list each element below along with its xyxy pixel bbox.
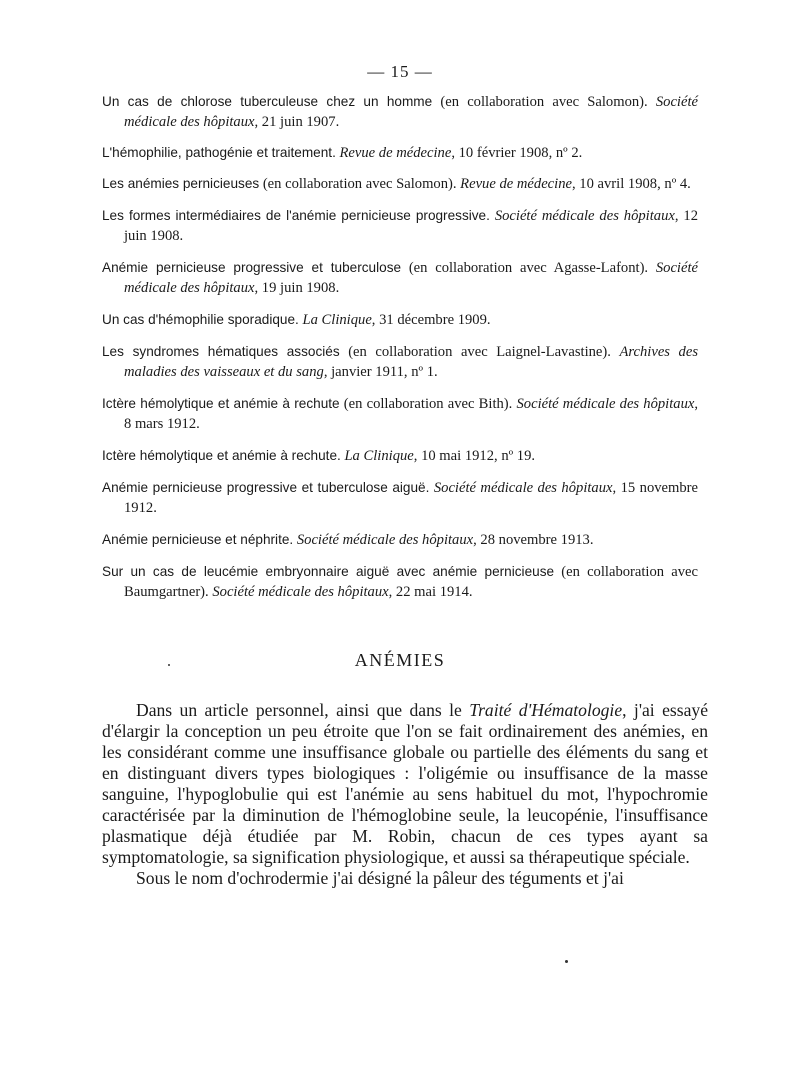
section-heading: ANÉMIES — [354, 650, 446, 670]
entry-title: Les formes intermédiaires de l'anémie pernicieuse progressive. — [102, 208, 490, 223]
bibliography-entry — [102, 342, 698, 382]
entry-date: , 21 juin 1907. — [254, 114, 340, 130]
entry-note: (en collaboration avec Bith). — [339, 396, 517, 412]
entry-title: L'hémophilie, pathogénie et traitement. — [102, 145, 336, 160]
bibliography-entry — [102, 174, 698, 194]
bibliography-entry — [102, 478, 698, 518]
paragraph: Sous le nom d'ochrodermie j'ai désigné la pâleur des téguments et j'ai — [136, 868, 624, 888]
book-title: Traité d'Hématologie — [469, 700, 623, 720]
entry-title: Sur un cas de leucémie embryonnaire aiguë avec anémie pernicieuse — [102, 564, 555, 579]
entry-journal: Société médicale des hôpitaux — [433, 480, 613, 496]
body-text — [102, 700, 708, 889]
entry-title: Les syndromes hématiques associés — [102, 344, 340, 359]
entry-journal: Société médicale des hôpitaux — [212, 584, 389, 600]
entry-date: , 10 avril 1908, nº 4. — [571, 176, 691, 192]
entry-note: (en collaboration avec Agasse-Lafont). — [401, 260, 656, 276]
bibliography-entry — [102, 92, 698, 132]
entry-title: Anémie pernicieuse progressive et tuberculose — [102, 260, 402, 275]
bibliography-entry — [102, 394, 698, 434]
entry-date: , 10 février 1908, nº 2. — [451, 145, 583, 161]
entry-journal: Revue de médecine — [339, 145, 452, 161]
entry-title: Ictère hémolytique et anémie à rechute. — [102, 448, 341, 463]
entry-journal: Société médicale des hôpitaux — [516, 396, 695, 412]
bibliography-entry — [102, 310, 698, 330]
entry-journal: La Clinique — [344, 448, 414, 464]
bibliography-entry — [102, 562, 698, 602]
print-speck — [168, 664, 170, 666]
entry-journal: Archives des maladies des vaisseaux et du sang — [124, 344, 698, 380]
bibliography-entry — [102, 258, 698, 298]
entry-date: , 19 juin 1908. — [254, 280, 340, 296]
entry-date: , 8 mars 1912. — [124, 396, 699, 432]
entry-date: , janvier 1911, nº 1. — [323, 364, 438, 380]
entry-note: (en collaboration avec Baumgartner). — [124, 564, 699, 600]
bibliography-list — [102, 92, 698, 614]
print-speck — [565, 960, 568, 963]
entry-title: Anémie pernicieuse progressive et tuberculose aiguë. — [102, 480, 430, 495]
entry-journal: La Clinique — [302, 312, 372, 328]
entry-journal: Société médicale des hôpitaux — [296, 532, 474, 548]
entry-date: , 12 juin 1908. — [124, 208, 699, 244]
entry-journal: Société médicale des hôpitaux — [124, 94, 698, 130]
entry-date: , 28 novembre 1913. — [473, 532, 594, 548]
entry-date: , 22 mai 1914. — [388, 584, 473, 600]
entry-journal: Société médicale des hôpitaux — [124, 260, 698, 296]
paragraph — [102, 700, 708, 868]
entry-journal: Revue de médecine — [460, 176, 572, 192]
entry-title: Anémie pernicieuse et néphrite. — [102, 532, 294, 547]
entry-journal: Société médicale des hôpitaux — [494, 208, 675, 224]
bibliography-entry — [102, 143, 698, 163]
entry-date: , 15 novembre 1912. — [124, 480, 698, 516]
entry-title: Un cas de chlorose tuberculeuse chez un homme — [102, 94, 433, 109]
entry-note: (en collaboration avec Salomon). — [432, 94, 656, 110]
bibliography-entry — [102, 446, 698, 466]
entry-title: Un cas d'hémophilie sporadique. — [102, 312, 299, 327]
paragraph-text: Dans un article personnel, ainsi que dans le — [136, 700, 470, 720]
entry-note: (en collaboration avec Salomon). — [259, 176, 461, 192]
page-number: — 15 — — [367, 62, 433, 81]
entry-title: Ictère hémolytique et anémie à rechute — [102, 396, 340, 411]
entry-date: , 10 mai 1912, nº 19. — [413, 448, 536, 464]
entry-title: Les anémies pernicieuses — [102, 176, 260, 191]
entry-date: , 31 décembre 1909. — [371, 312, 491, 328]
paragraph-text: , j'ai essayé d'élargir la conception un peu étroite que l'on se fait ordinairement des anémies, en les considérant comme une insuffisance globale ou partielle des éléments du sang et en distinguant divers types biologiques : l'oligémie ou insuffisance de la masse sanguine, l'hypoglobulie qui est l'anémie au sens habituel du mot, l'hypochromie caractérisée par la diminution de l'hémoglobine seule, la leucopénie, l'insuffisance plasmatique déjà étudiée par M. Robin, chacun de ces types ayant sa symptomatologie, sa signification physiologique, et aussi sa thérapeutique spéciale. — [102, 700, 709, 867]
bibliography-entry — [102, 206, 698, 246]
entry-note: (en collaboration avec Laignel-Lavastine). — [339, 344, 620, 360]
bibliography-entry — [102, 530, 698, 550]
